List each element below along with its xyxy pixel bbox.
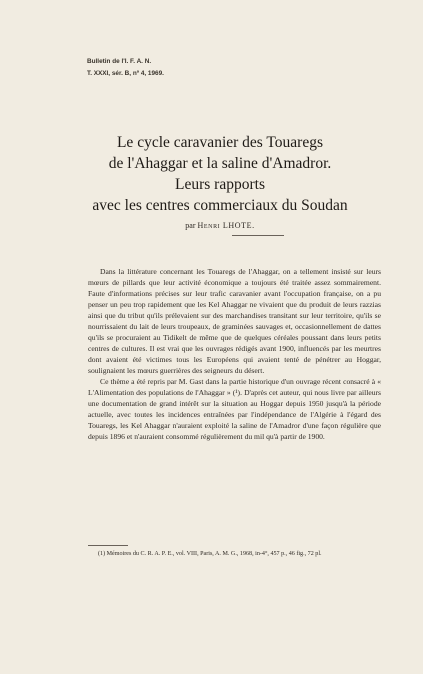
article-title bbox=[40, 132, 400, 216]
footnote: (1) Mémoires du C. R. A. P. E., vol. VIII, Paris, A. M. G., 1968, in-4°, 457 p., 46 fig., 72 pl. bbox=[98, 551, 322, 557]
journal-title: Bulletin de l'I. F. A. N. bbox=[87, 58, 152, 65]
author-name: Henri LHOTE. bbox=[197, 221, 255, 230]
byline bbox=[40, 221, 400, 230]
paragraph-1: Dans la littérature concernant les Touaregs de l'Ahaggar, on a tellement insisté sur leurs mœurs de pillards que leur activité économique a toujours été traitée assez sommairement. Faute d'informations précises sur leur trafic caravanier avant l'occupation française, on a pu penser un peu trop rapidement que les Kel Ahaggar ne vivaient que du produit de leurs razzias ainsi que du tribut qu'ils prélevaient sur des marchandises transitant sur leur territoire, qu'ils se nourrissaient du lait de leurs troupeaux, de graminées sauvages et, occasionnellement de dattes qu'ils se procuraient au Tidikelt de même que de quelques céréales poussant dans leurs petits centres de cultures. Il est vrai que les ouvrages rédigés avant 1900, influencés par les meurtres dont avaient été victimes tous les Européens qui avaient tenté de pénétrer au Hoggar, soulignaient les mœurs guerrières des seigneurs du désert. bbox=[88, 267, 381, 375]
title-line-3: Leurs rapports bbox=[175, 176, 265, 193]
byline-prefix: par bbox=[185, 221, 196, 230]
title-line-1: Le cycle caravanier des Touaregs bbox=[116, 134, 324, 151]
article-body bbox=[88, 266, 381, 442]
title-line-4: avec les centres commerciaux du Soudan bbox=[92, 197, 348, 214]
journal-issue: T. XXXI, sér. B, nº 4, 1969. bbox=[87, 70, 164, 77]
journal-header bbox=[87, 56, 164, 80]
footnote-separator bbox=[88, 545, 128, 546]
title-line-2: de l'Ahaggar et la saline d'Amadror. bbox=[108, 155, 332, 172]
title-separator bbox=[232, 235, 284, 236]
paragraph-2: Ce thème a été repris par M. Gast dans la partie historique d'un ouvrage récent consacré à « L'Alimentation des populations de l'Ahaggar » (¹). D'après cet auteur, qui nous livre par ailleurs une documentation de grand intérêt sur la situation au Hoggar depuis 1950 jusqu'à la période actuelle, avec toutes les incidences entraînées par l'indépendance de l'Algérie à l'égard des Touaregs, les Kel Ahaggar n'auraient exploité la saline de l'Amadror d'une façon régulière que depuis 1896 et n'auraient consommé régulièrement du mil qu'à partir de 1900. bbox=[88, 377, 381, 441]
